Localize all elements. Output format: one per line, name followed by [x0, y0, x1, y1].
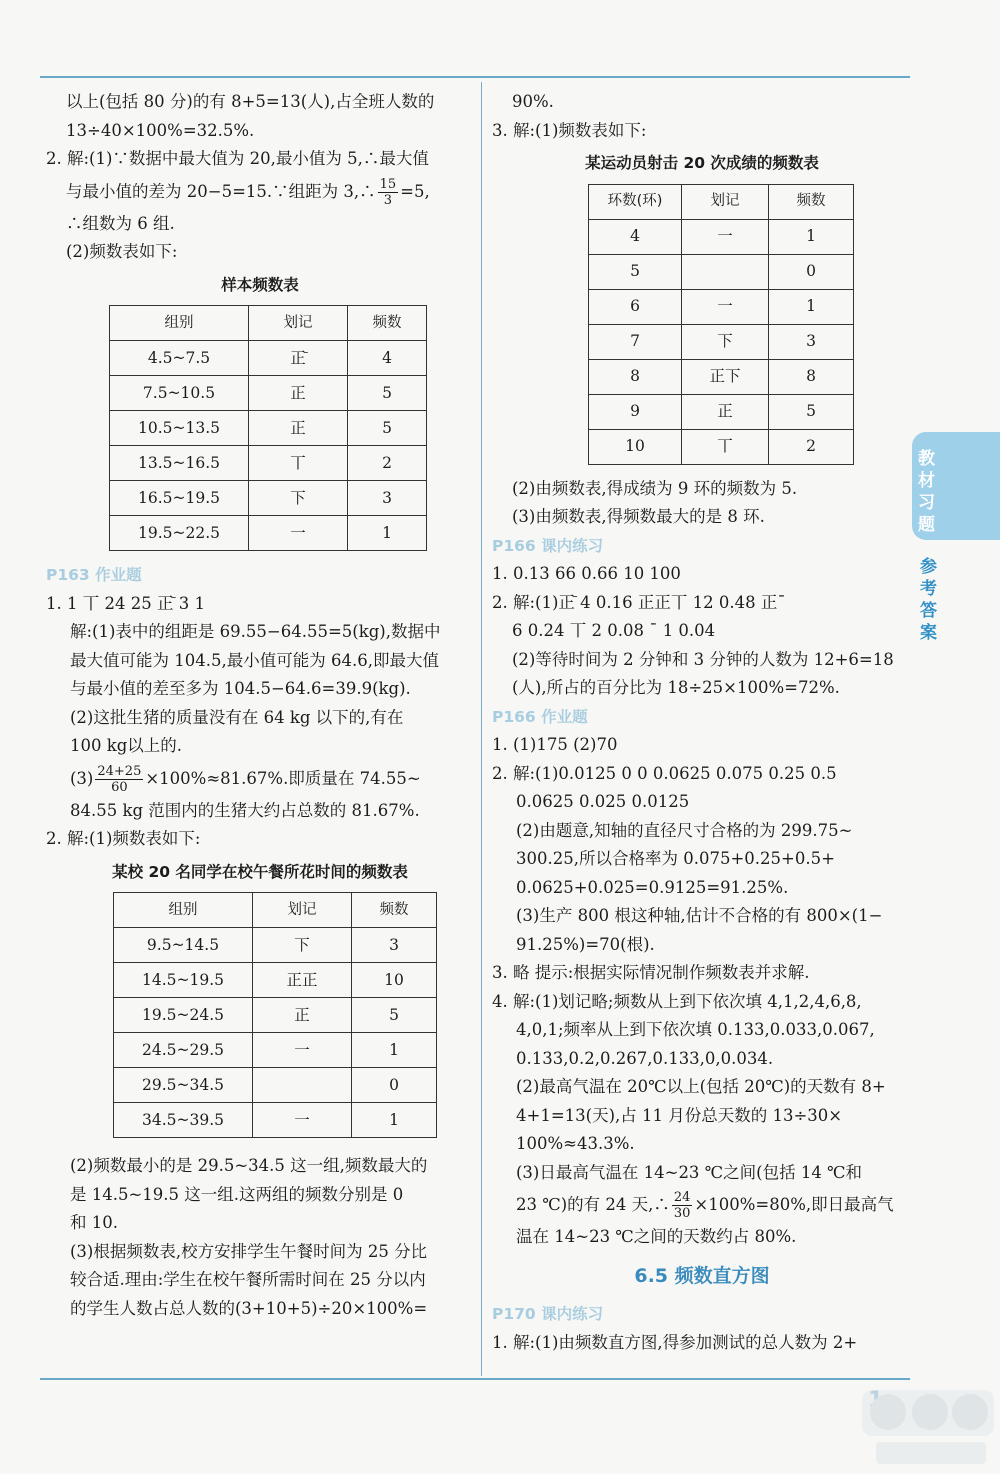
- text-line: 13÷40×100%=32.5%.: [66, 120, 255, 140]
- table-cell: 1: [352, 1033, 437, 1068]
- text-line: (2)频数表如下:: [66, 242, 178, 261]
- text-line: 最大值可能为 104.5,最小值可能为 64.6,即最大值: [70, 650, 439, 670]
- table-cell: 24.5~29.5: [114, 1033, 253, 1068]
- table-cell: 5: [589, 254, 682, 289]
- table-cell: 正̄: [249, 341, 348, 376]
- text-line: 90%.: [512, 92, 554, 111]
- table-cell: 19.5~24.5: [114, 998, 253, 1033]
- column-divider: [481, 82, 482, 1376]
- table-row: [114, 1103, 437, 1138]
- text-line-with-fraction: [492, 1187, 912, 1223]
- section-label: P166 作业题: [492, 707, 588, 726]
- section-label: P163 作业题: [46, 566, 142, 584]
- table-cell: 9: [589, 394, 682, 429]
- text-line: (3)生产 800 根这种轴,估计不合格的有 800×(1−: [516, 906, 883, 925]
- table-cell: 1: [769, 219, 854, 254]
- text-fragment: ×100%≈81.67%.即质量在 74.55~: [145, 768, 421, 788]
- table-caption: 某校 20 名同学在校午餐所花时间的频数表: [112, 862, 408, 881]
- text-line: 2. 解:(1)∵数据中最大值为 20,最小值为 5,∴最大值: [46, 149, 429, 168]
- left-column: [46, 88, 474, 1323]
- table-row: [589, 359, 854, 394]
- table-cell: 4: [348, 341, 427, 376]
- table-row: [110, 446, 427, 481]
- table-cell: 8: [589, 359, 682, 394]
- table-row: [114, 963, 437, 998]
- table-cell: 正正: [253, 963, 352, 998]
- fraction: [378, 177, 399, 208]
- table-row: [114, 998, 437, 1033]
- table-cell: 1: [348, 516, 427, 551]
- text-line: 的学生人数占总人数的(3+10+5)÷20×100%=: [70, 1298, 428, 1318]
- text-line: 0.0625+0.025=0.9125=91.25%.: [516, 877, 789, 897]
- table-cell: 正: [249, 411, 348, 446]
- text-line: (2)这批生猪的质量没有在 64 kg 以下的,有在: [70, 707, 404, 727]
- fraction-denominator: 30: [673, 1206, 691, 1221]
- table-row: [589, 324, 854, 359]
- table-cell: 4: [589, 219, 682, 254]
- text-line: (3)由频数表,得频数最大的是 8 环.: [512, 507, 765, 526]
- table-cell: 丅: [249, 446, 348, 481]
- table-row: [114, 1068, 437, 1103]
- table-cell: 2: [769, 429, 854, 464]
- side-tab-sublabel: 参考答案: [920, 557, 937, 643]
- text-line: 较合适.理由:学生在校午餐所需时间在 25 分以内: [70, 1270, 426, 1289]
- table-cell: 正: [682, 394, 769, 429]
- table-cell: 7: [589, 324, 682, 359]
- fraction: [672, 1190, 693, 1221]
- text-line: 3. 解:(1)频数表如下:: [492, 120, 647, 140]
- table-cell: 16.5~19.5: [110, 481, 249, 516]
- table-cell: 一: [253, 1103, 352, 1138]
- table-row: [110, 376, 427, 411]
- text-line: 91.25%)=70(根).: [516, 934, 655, 954]
- table-cell: 2: [348, 446, 427, 481]
- text-line-with-fraction: [46, 174, 474, 210]
- table-header: 组别: [114, 893, 253, 928]
- right-column: [492, 88, 912, 1357]
- table-row: [110, 516, 427, 551]
- table-header-row: [114, 893, 437, 928]
- text-line: 100%≈43.3%.: [516, 1134, 635, 1153]
- table-header: 划记: [249, 306, 348, 341]
- text-line: 1. 1 丅 24 25 正̄ 3 1: [46, 593, 205, 613]
- text-line-with-fraction: [46, 761, 474, 797]
- text-line: (3)根据频数表,校方安排学生午餐时间为 25 分比: [70, 1241, 428, 1261]
- text-line: 是 14.5~19.5 这一组.这两组的频数分别是 0: [70, 1184, 404, 1204]
- table-caption: 样本频数表: [221, 275, 299, 294]
- text-line: 1. 0.13 66 0.66 10 100: [492, 564, 681, 583]
- table-row: [110, 481, 427, 516]
- text-line: 0.133,0.2,0.267,0.133,0,0.034.: [516, 1048, 774, 1068]
- table-cell: 下: [682, 324, 769, 359]
- table-cell: 9.5~14.5: [114, 928, 253, 963]
- table-cell: 下: [249, 481, 348, 516]
- table-cell: 一: [249, 516, 348, 551]
- table-cell: 下: [253, 928, 352, 963]
- table-cell: 5: [348, 376, 427, 411]
- text-line: 和 10.: [70, 1213, 118, 1232]
- text-fragment: (3): [70, 768, 94, 788]
- table-cell: 1: [352, 1103, 437, 1138]
- text-line: (2)最高气温在 20℃以上(包括 20℃)的天数有 8+: [516, 1077, 886, 1096]
- table-row: [110, 411, 427, 446]
- table-header: 划记: [682, 184, 769, 219]
- text-line: 4,0,1;频率从上到下依次填 0.133,0.033,0.067,: [516, 1020, 875, 1039]
- table-cell: 5: [769, 394, 854, 429]
- table-header: 频数: [769, 184, 854, 219]
- table-cell: 3: [352, 928, 437, 963]
- text-line: 2. 解:(1)0.0125 0 0 0.0625 0.075 0.25 0.5: [492, 763, 837, 783]
- table-row: [589, 219, 854, 254]
- table-header: 划记: [253, 893, 352, 928]
- table-cell: 正: [249, 376, 348, 411]
- table-header: 频数: [352, 893, 437, 928]
- text-line: 1. (1)175 (2)70: [492, 735, 618, 754]
- table-cell: 8: [769, 359, 854, 394]
- text-line: 3. 略 提示:根据实际情况制作频数表并求解.: [492, 963, 810, 982]
- fraction-numerator: 24+25: [97, 763, 142, 779]
- table-row: [110, 341, 427, 376]
- table-cell: 1: [769, 289, 854, 324]
- table-row: [589, 254, 854, 289]
- text-fragment: ×100%=80%,即日最高气: [694, 1195, 894, 1214]
- watermark-logo-icon: [858, 1384, 998, 1470]
- fraction-denominator: 60: [111, 779, 128, 795]
- text-line: 温在 14~23 ℃之间的天数约占 80%.: [516, 1227, 797, 1246]
- fraction: [95, 764, 143, 795]
- table-cell: 6: [589, 289, 682, 324]
- table-cell: 一: [682, 219, 769, 254]
- text-line: 4+1=13(天),占 11 月份总天数的 13÷30×: [516, 1105, 843, 1125]
- table-caption: 某运动员射击 20 次成绩的频数表: [585, 154, 819, 172]
- table-cell: 5: [348, 411, 427, 446]
- table-cell: 10.5~13.5: [110, 411, 249, 446]
- text-fragment: =5,: [400, 181, 430, 201]
- table-cell: 正: [253, 998, 352, 1033]
- text-line: ∴组数为 6 组.: [66, 213, 175, 233]
- text-line: 100 kg以上的.: [70, 736, 183, 755]
- bottom-rule: [40, 1378, 910, 1380]
- text-line: (2)由频数表,得成绩为 9 环的频数为 5.: [512, 478, 798, 498]
- table-header: 环数(环): [589, 184, 682, 219]
- text-line: (2)等待时间为 2 分钟和 3 分钟的人数为 12+6=18: [512, 649, 894, 669]
- table-cell: 7.5~10.5: [110, 376, 249, 411]
- table-cell: 一: [682, 289, 769, 324]
- table-cell: 13.5~16.5: [110, 446, 249, 481]
- shooting-frequency-table: [588, 184, 854, 465]
- table-cell: [253, 1068, 352, 1103]
- text-line: (2)由题意,知轴的直径尺寸合格的为 299.75~: [516, 820, 853, 840]
- table-cell: 4.5~7.5: [110, 341, 249, 376]
- table-row: [589, 394, 854, 429]
- text-line: (3)日最高气温在 14~23 ℃之间(包括 14 ℃和: [516, 1162, 863, 1182]
- side-tab-label: 教材习题: [918, 449, 935, 535]
- table-cell: 正下: [682, 359, 769, 394]
- table-cell: 34.5~39.5: [114, 1103, 253, 1138]
- fraction-numerator: 24: [673, 1190, 691, 1205]
- text-line: 0.0625 0.025 0.0125: [516, 792, 690, 811]
- text-line: 300.25,所以合格率为 0.075+0.25+0.5+: [516, 849, 835, 868]
- table-cell: 10: [352, 963, 437, 998]
- table-cell: 10: [589, 429, 682, 464]
- table-cell: 29.5~34.5: [114, 1068, 253, 1103]
- table-cell: 一: [253, 1033, 352, 1068]
- fraction-denominator: 3: [383, 192, 393, 208]
- sample-frequency-table: [109, 305, 427, 551]
- table-row: [589, 429, 854, 464]
- text-line: (人),所占的百分比为 18÷25×100%=72%.: [512, 678, 840, 697]
- fraction-numerator: 15: [379, 176, 397, 192]
- table-cell: 14.5~19.5: [114, 963, 253, 998]
- table-header: 频数: [348, 306, 427, 341]
- table-cell: 5: [352, 998, 437, 1033]
- table-header: 组别: [110, 306, 249, 341]
- text-line: 以上(包括 80 分)的有 8+5=13(人),占全班人数的: [66, 92, 435, 111]
- text-line: 2. 解:(1)频数表如下:: [46, 829, 201, 848]
- table-row: [589, 289, 854, 324]
- table-cell: 0: [769, 254, 854, 289]
- text-line: 解:(1)表中的组距是 69.55−64.55=5(kg),数据中: [70, 622, 441, 641]
- table-cell: 3: [348, 481, 427, 516]
- top-rule: [40, 76, 910, 78]
- text-fragment: 23 ℃)的有 24 天,∴: [516, 1195, 670, 1214]
- table-cell: 0: [352, 1068, 437, 1103]
- text-line: 84.55 kg 范围内的生猪大约占总数的 81.67%.: [70, 800, 420, 820]
- table-cell: 丅: [682, 429, 769, 464]
- section-heading: 6.5 频数直方图: [634, 1264, 770, 1287]
- table-row: [114, 928, 437, 963]
- text-line: (2)频数最小的是 29.5~34.5 这一组,频数最大的: [70, 1156, 428, 1175]
- table-cell: 3: [769, 324, 854, 359]
- table-header-row: [589, 184, 854, 219]
- section-label: P166 课内练习: [492, 536, 604, 555]
- text-line: 2. 解:(1)正̄ 4 0.16 正正丅 12 0.48 正¯: [492, 592, 786, 612]
- table-cell: 19.5~22.5: [110, 516, 249, 551]
- text-line: 与最小值的差至多为 104.5−64.6=39.9(kg).: [70, 679, 411, 698]
- table-row: [114, 1033, 437, 1068]
- table-header-row: [110, 306, 427, 341]
- table-cell: [682, 254, 769, 289]
- text-line: 6 0.24 丅 2 0.08 ¯ 1 0.04: [512, 621, 716, 640]
- text-line: 4. 解:(1)划记略;频数从上到下依次填 4,1,2,4,6,8,: [492, 991, 862, 1011]
- lunch-time-frequency-table: [113, 892, 437, 1138]
- section-label: P170 课内练习: [492, 1305, 604, 1323]
- text-line: 1. 解:(1)由频数直方图,得参加测试的总人数为 2+: [492, 1332, 858, 1352]
- text-fragment: 与最小值的差为 20−5=15.∵组距为 3,∴: [66, 181, 376, 201]
